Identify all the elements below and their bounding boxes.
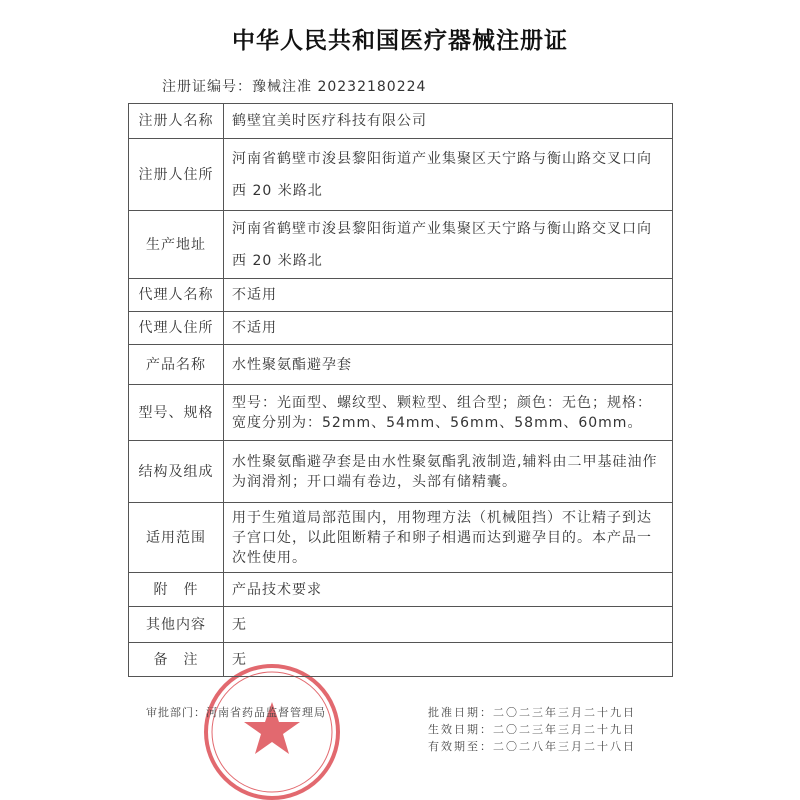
approval-date: 批准日期：二〇二三年三月二十九日 [428,706,636,719]
registration-number: 注册证编号：豫械注准 20232180224 [162,79,427,95]
row-label: 结构及组成 [129,441,224,503]
approval-authority: 审批部门：河南省药品监督管理局 [146,706,326,719]
row-value: 河南省鹤壁市浚县黎阳街道产业集聚区天宁路与衡山路交叉口向西 20 米路北 [224,139,673,211]
row-value: 不适用 [224,279,673,312]
table-row [129,385,673,441]
row-label: 产品名称 [129,345,224,385]
expiry-date: 有效期至：二〇二八年三月二十八日 [428,740,636,753]
row-value: 用于生殖道局部范围内，用物理方法（机械阻挡）不让精子到达子宫口处，以此阻断精子和卵子相遇而达到避孕目的。本产品一次性使用。 [224,503,673,573]
document-title: 中华人民共和国医疗器械注册证 [232,28,568,54]
table-row [129,104,673,139]
row-value: 水性聚氨酯避孕套是由水性聚氨酯乳液制造,辅料由二甲基硅油作为润滑剂；开口端有卷边，头部有储精囊。 [224,441,673,503]
table-row [129,503,673,573]
row-label: 备 注 [129,643,224,677]
date-block [428,704,636,755]
row-label: 代理人住所 [129,312,224,345]
table-row [129,139,673,211]
row-value: 鹤壁宜美时医疗科技有限公司 [224,104,673,139]
row-value: 河南省鹤壁市浚县黎阳街道产业集聚区天宁路与衡山路交叉口向西 20 米路北 [224,211,673,279]
row-label: 附 件 [129,573,224,607]
table-row [129,573,673,607]
table-row [129,643,673,677]
certificate-table [128,103,673,677]
row-value: 不适用 [224,312,673,345]
table-row [129,441,673,503]
row-value: 型号：光面型、螺纹型、颗粒型、组合型；颜色：无色；规格：宽度分别为：52mm、54mm、56mm、58mm、60mm。 [224,385,673,441]
effective-date: 生效日期：二〇二三年三月二十九日 [428,723,636,736]
table-row [129,312,673,345]
row-label: 注册人名称 [129,104,224,139]
table-row [129,345,673,385]
row-label: 注册人住所 [129,139,224,211]
table-row [129,211,673,279]
row-value: 产品技术要求 [224,573,673,607]
row-label: 生产地址 [129,211,224,279]
official-seal [202,662,342,800]
row-label: 型号、规格 [129,385,224,441]
row-value: 无 [224,607,673,643]
row-label: 代理人名称 [129,279,224,312]
row-label: 适用范围 [129,503,224,573]
table-row [129,279,673,312]
row-value: 无 [224,643,673,677]
table-row [129,607,673,643]
row-label: 其他内容 [129,607,224,643]
row-value: 水性聚氨酯避孕套 [224,345,673,385]
